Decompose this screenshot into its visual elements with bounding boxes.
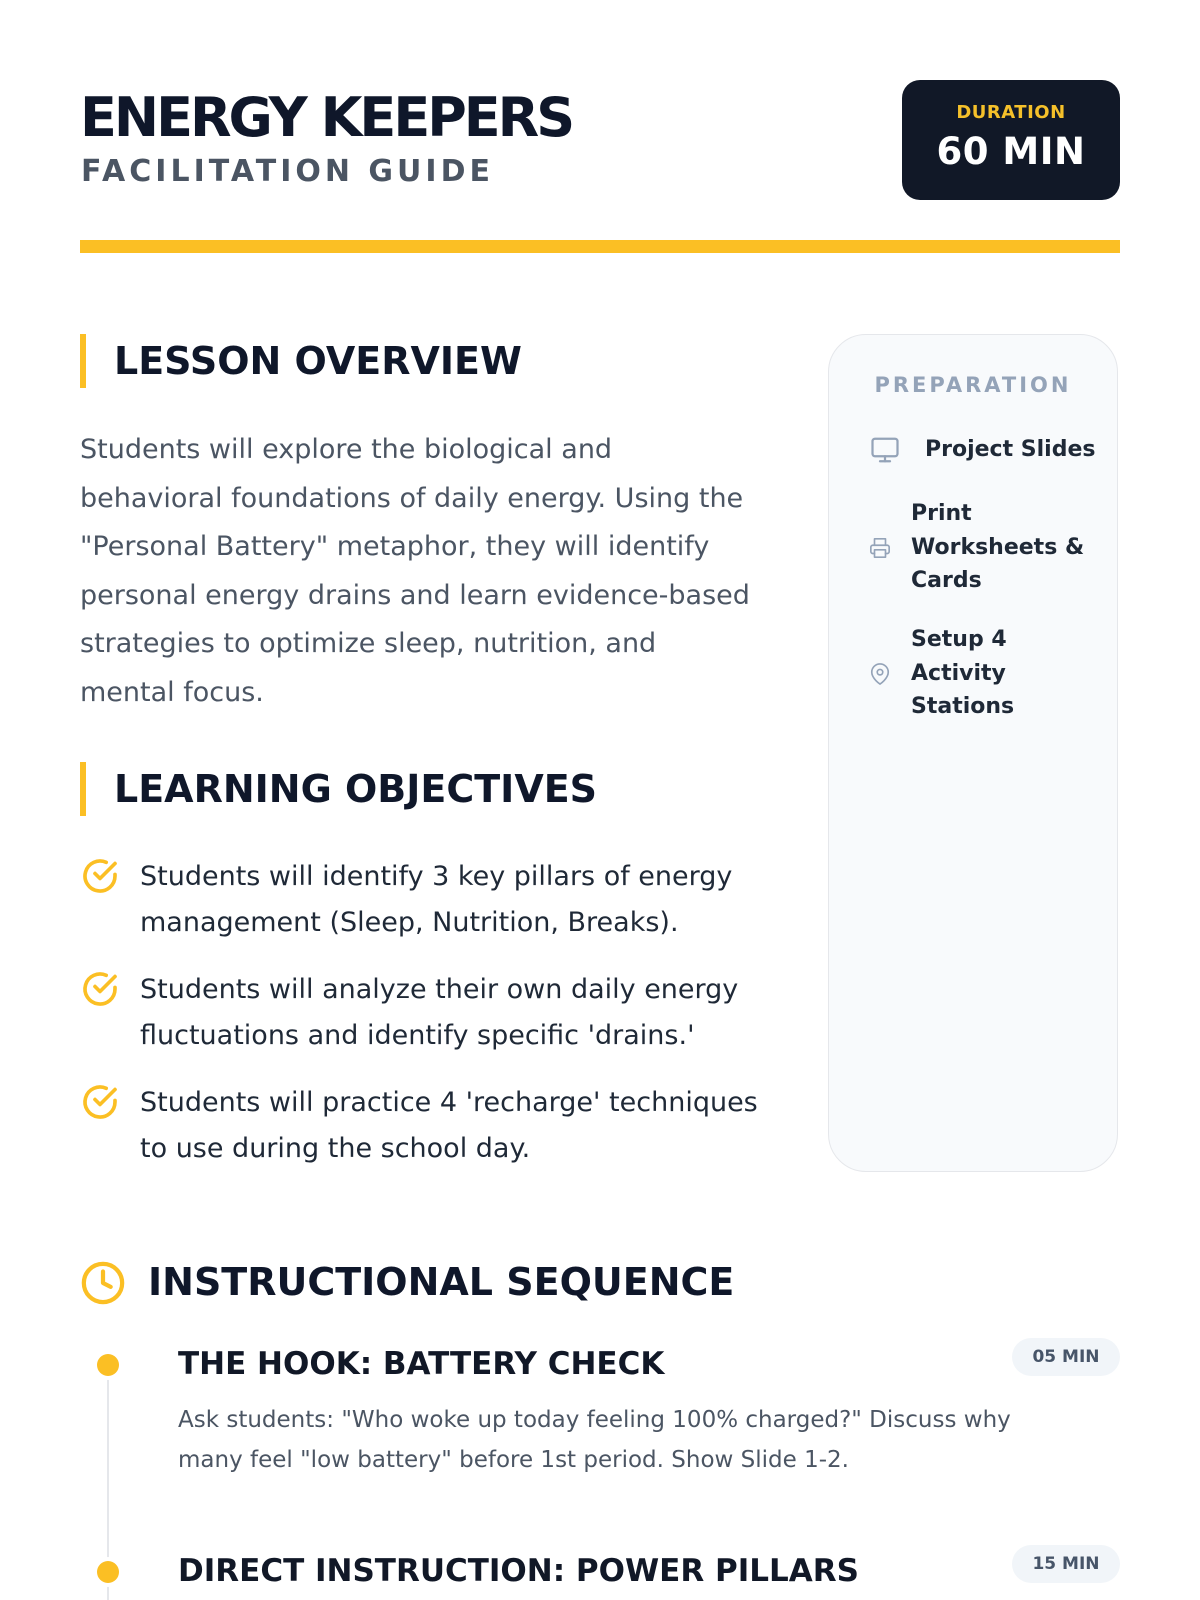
check-circle-icon [80,856,120,896]
objective-text: Students will analyze their own daily energy fluctuations and identify specific 'drains.' [140,974,739,1051]
step-description: Ask students: "Who woke up today feeling 100% charged?" Discuss why many feel "low battery" before 1st period. Show Slide 1-2. [178,1407,1011,1473]
preparation-card [828,334,1118,1172]
heading-accent-bar [80,334,86,388]
objectives-heading-text: LEARNING OBJECTIVES [114,767,598,811]
timeline-dot [97,1354,119,1376]
monitor-icon [869,435,901,465]
timeline-dot [97,1561,119,1583]
map-pin-icon [869,663,891,685]
objective-text: Students will practice 4 'recharge' techniques to use during the school day. [140,1087,758,1164]
objective-text: Students will identify 3 key pillars of energy management (Sleep, Nutrition, Breaks). [140,861,733,938]
duration-value: 60 MIN [936,130,1086,173]
step-title: THE HOOK: BATTERY CHECK [178,1346,665,1382]
prep-item-label: Print Worksheets & Cards [911,501,1085,593]
step-title: DIRECT INSTRUCTION: POWER PILLARS [178,1553,859,1589]
objective-item [80,854,770,967]
preparation-title: PREPARATION [874,373,1072,397]
page-subtitle: FACILITATION GUIDE [81,154,494,189]
page-title: ENERGY KEEPERS [80,86,573,149]
step-duration-badge: 15 MIN [1012,1545,1120,1583]
check-circle-icon [80,1082,120,1122]
overview-heading-text: LESSON OVERVIEW [114,339,522,383]
objective-item [80,1080,770,1193]
check-circle-icon [80,969,120,1009]
prep-item-stations [869,623,1099,725]
step-duration-badge: 05 MIN [1012,1338,1120,1376]
prep-item-slides [869,433,1099,473]
objective-item [80,967,770,1080]
duration-badge [902,80,1120,200]
overview-text: Students will explore the biological and behavioral foundations of daily energy. Using the "Personal Battery" metaphor, they will identify personal energy drains and learn evidence-based strategies to optimize sleep, nutrition, and mental focus. [80,434,750,708]
printer-icon [869,537,891,559]
clock-icon [80,1260,126,1306]
header-divider [80,240,1120,253]
prep-item-print [869,497,1099,599]
objectives-list [80,854,770,1193]
prep-item-label: Project Slides [925,437,1096,462]
prep-item-label: Setup 4 Activity Stations [911,627,1015,719]
duration-label: DURATION [956,102,1066,123]
sequence-heading-text: INSTRUCTIONAL SEQUENCE [148,1260,735,1304]
heading-accent-bar [80,762,86,816]
